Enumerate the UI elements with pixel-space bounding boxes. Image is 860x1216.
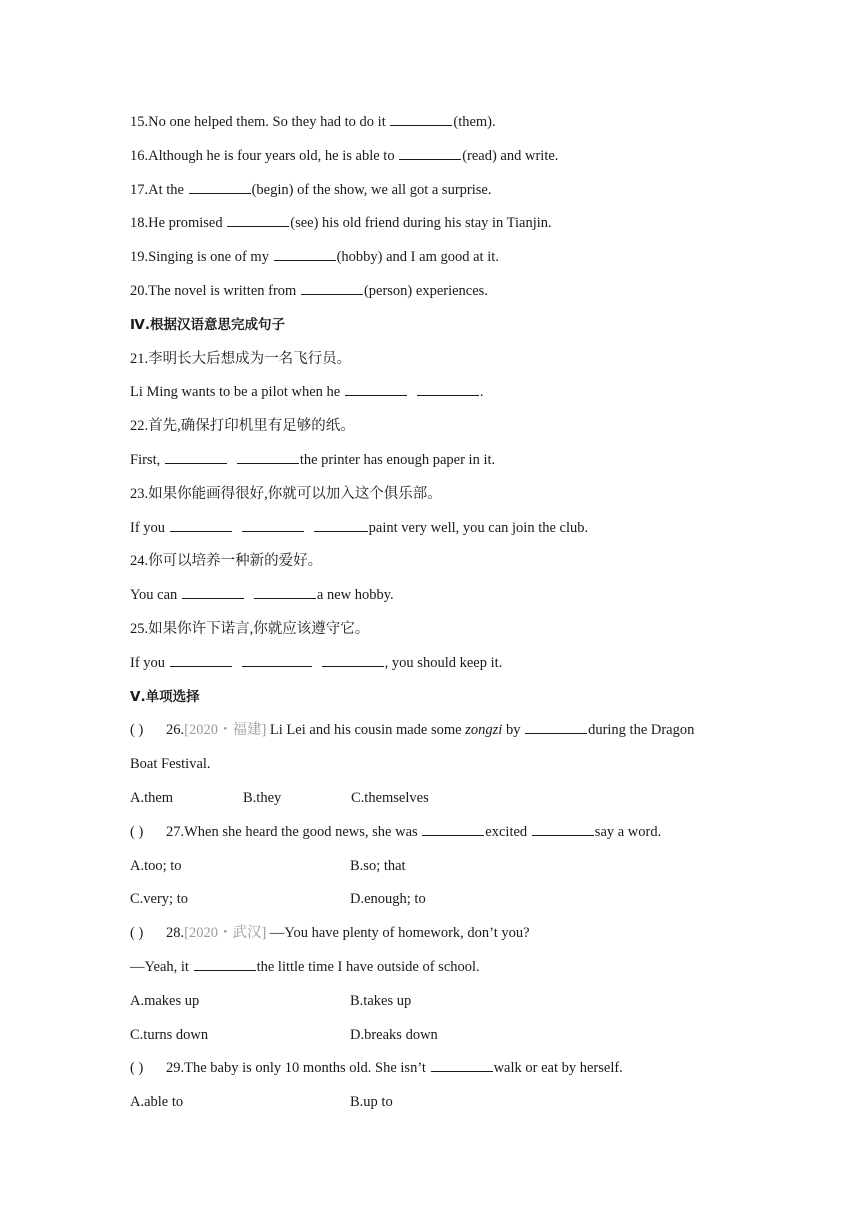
question-24-english: You can a new hobby. [130,583,770,617]
answer-paren[interactable]: ( ) [130,823,144,840]
option-c[interactable]: C.turns down [130,1026,209,1043]
option-c[interactable]: C.very; to [130,891,188,908]
question-22-english: First, the printer has enough paper in it. [130,448,770,482]
question-23-english: If you paint very well, you can join the club. [130,516,770,550]
option-c[interactable]: C.themselves [351,789,429,806]
answer-paren[interactable]: ( ) [130,722,144,739]
question-17: 17.At the (begin) of the show, we all got a surprise. [130,178,770,212]
answer-blank[interactable] [399,144,461,160]
worksheet-page [130,110,770,1124]
option-a[interactable]: A.makes up [130,992,200,1009]
question-25-english: If you , you should keep it. [130,651,770,685]
question-21-chinese: 21.李明长大后想成为一名飞行员。 [130,350,352,367]
answer-blank[interactable] [322,651,384,667]
answer-blank[interactable] [194,955,256,971]
option-a[interactable]: A.too; to [130,857,182,874]
option-b[interactable]: B.up to [350,1094,393,1111]
question-28-options-row1 [130,989,770,1023]
answer-blank[interactable] [422,820,484,836]
answer-blank[interactable] [532,820,594,836]
answer-blank[interactable] [254,583,316,599]
source-tag: [2020・福建] [184,722,267,739]
answer-blank[interactable] [390,110,452,126]
question-26-options [130,786,770,820]
question-18: 18.He promised (see) his old friend during his stay in Tianjin. [130,211,770,245]
answer-blank[interactable] [227,211,289,227]
question-21-english: Li Ming wants to be a pilot when he . [130,380,770,414]
answer-blank[interactable] [242,651,312,667]
answer-blank[interactable] [417,380,479,396]
question-15: 15.No one helped them. So they had to do it (them). [130,110,770,144]
question-29: ( ) 29.The baby is only 10 months old. She isn’t walk or eat by herself. [130,1056,770,1090]
answer-blank[interactable] [237,448,299,464]
question-25-chinese: 25.如果你许下诺言,你就应该遵守它。 [130,620,370,637]
question-28: ( ) 28.[2020・武汉] —You have plenty of homework, don’t you? [130,921,770,955]
question-28-options-row2 [130,1023,770,1057]
question-27: ( ) 27.When she heard the good news, she was excited say a word. [130,820,770,854]
option-b[interactable]: B.they [243,789,282,806]
section-heading-4: Ⅳ.根据汉语意思完成句子 [130,316,285,333]
answer-blank[interactable] [345,380,407,396]
option-a[interactable]: A.them [130,789,174,806]
question-26: ( ) 26.[2020・福建] Li Lei and his cousin made some zongzi by during the Dragon [130,718,770,752]
answer-blank[interactable] [242,516,304,532]
question-28-reply: —Yeah, it the little time I have outside of school. [130,955,770,989]
answer-paren[interactable]: ( ) [130,925,144,942]
source-tag: [2020・武汉] [184,925,267,942]
question-24-chinese: 24.你可以培养一种新的爱好。 [130,553,323,570]
question-19: 19.Singing is one of my (hobby) and I am good at it. [130,245,770,279]
option-b[interactable]: B.so; that [350,857,406,874]
answer-blank[interactable] [301,279,363,295]
answer-paren[interactable]: ( ) [130,1060,144,1077]
option-a[interactable]: A.able to [130,1094,184,1111]
question-27-options-row2 [130,887,770,921]
answer-blank[interactable] [170,651,232,667]
question-29-options-row1 [130,1090,770,1124]
question-20: 20.The novel is written from (person) experiences. [130,279,770,313]
answer-blank[interactable] [165,448,227,464]
option-d[interactable]: D.enough; to [350,891,426,908]
question-26-cont: Boat Festival. [130,756,211,773]
question-23-chinese: 23.如果你能画得很好,你就可以加入这个俱乐部。 [130,485,442,502]
section-heading-5: Ⅴ.单项选择 [130,688,200,705]
answer-blank[interactable] [314,516,368,532]
question-27-options-row1 [130,854,770,888]
answer-blank[interactable] [189,178,251,194]
answer-blank[interactable] [182,583,244,599]
answer-blank[interactable] [274,245,336,261]
question-16: 16.Although he is four years old, he is able to (read) and write. [130,144,770,178]
question-22-chinese: 22.首先,确保打印机里有足够的纸。 [130,418,355,435]
option-d[interactable]: D.breaks down [350,1026,438,1043]
answer-blank[interactable] [525,718,587,734]
option-b[interactable]: B.takes up [350,992,412,1009]
answer-blank[interactable] [170,516,232,532]
answer-blank[interactable] [431,1056,493,1072]
